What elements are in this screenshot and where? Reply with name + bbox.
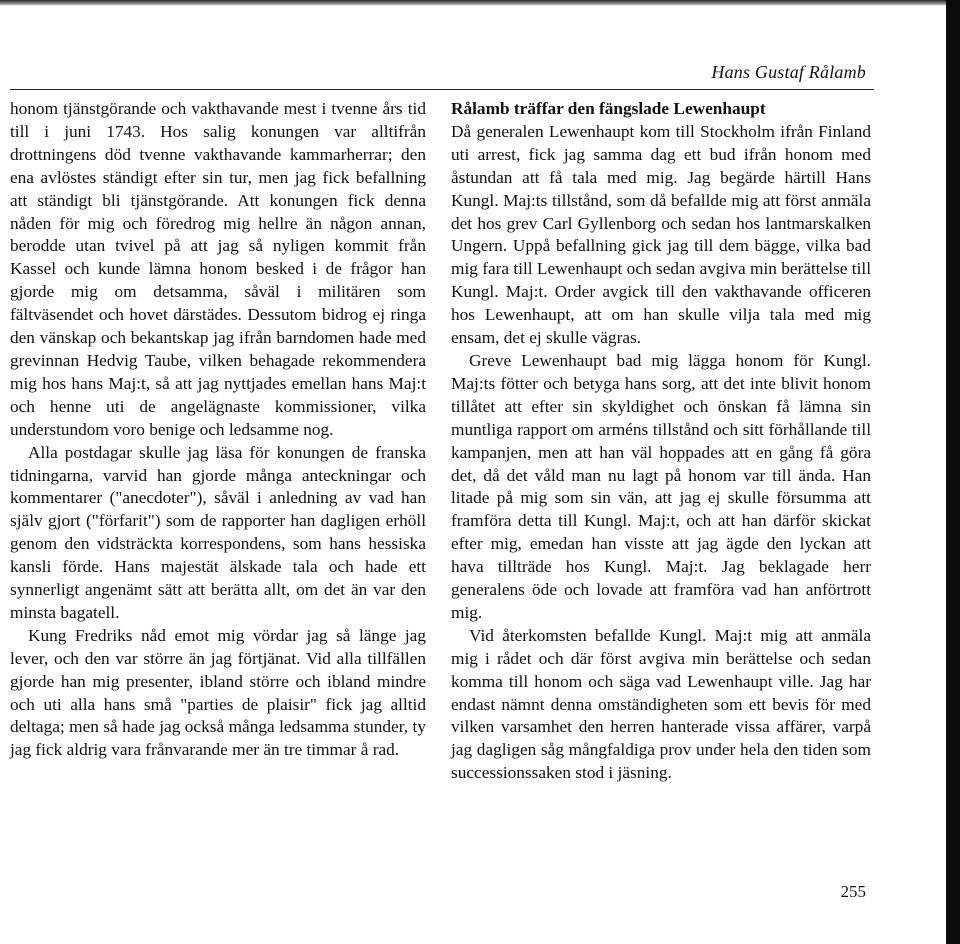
page-number: 255 [840, 882, 866, 901]
paragraph: Då generalen Lewenhaupt kom till Stockholm ifrån Finland uti arrest, fick jag samma dag ett bud ifrån honom med åstundan att få tala med mig. Jag begärde härtill Hans Kungl. Maj:ts tillstånd, som då befallde mig att först anmäla det hos grev Carl Gyllenborg och sedan hos lantmarskalken Ungern. Uppå befallning gick jag till dem bägge, vilka bad mig fara till Lewenhaupt och sedan avgiva min berättelse till Kungl. Maj:t. Order avgick till den vakthavande officeren hos Lewenhaupt, att om han skulle vilja tala med mig ensam, det ej skulle vägras. [451, 121, 871, 348]
left-column [10, 98, 426, 762]
running-head: Hans Gustaf Rålamb [711, 62, 866, 82]
paragraph: honom tjänstgörande och vakthavande mest i tvenne års tid till i juni 1743. Hos salig konungen var alltifrån drottningens död tvenne vakthavande kammarherrar; den ena avlöstes ständigt efter sin tur, men jag fick befallning att ständigt bli tjänstgörande. Att konungen fick denna nåden för mig och föredrog mig hellre än någon annan, berodde utan tvivel på att jag så nyligen kommit från Kassel och kunde lämna honom besked i de frågor han gjorde mig om detsamma, såväl i militären som fältväsendet och hovet därstädes. Dessutom bidrog ej ringa den vänskap och bekantskap jag ifrån barndomen hade med grevinnan Hedvig Taube, vilken behagade rekommendera mig hos hans Maj:t, så att jag nyttjades emellan hans Maj:t och henne uti de angelägnaste kommissioner, vilka understundom voro benige och ledsamme nog. [10, 99, 426, 439]
scan-edge-right [946, 0, 960, 944]
paragraph: Vid återkomsten befallde Kungl. Maj:t mig att anmäla mig i rådet och där först avgiva min berättelse och sedan komma till honom och säga vad Lewenhaupt ville. Jag har endast nämnt denna omständigheten som ett bevis för med vilken varsamhet den herren hanterade vissa affärer, varpå jag dagligen såg mångfaldiga prov under hela den tiden som successionssaken stod i jäsning. [451, 625, 871, 783]
paragraph: Greve Lewenhaupt bad mig lägga honom för Kungl. Maj:ts fötter och betyga hans sorg, att det inte blivit honom tillåtet att efter sin skyldighet och önskan få lämna sin muntliga rapport om arméns tillstånd och sitt förhållande till kampanjen, men att han väl hoppades att en gång få göra det, då det våld man nu lagt på honom var till ända. Han litade på mig som sin vän, att jag ej skulle försumma att framföra detta till Kungl. Maj:t, och att han därför skickat efter mig, emedan han visste att jag ägde den lyckan att hava tillträde hos Kungl. Maj:t. Jag beklagade herr generalens öde och lovade att framföra vad han anförtrott mig. [451, 350, 871, 622]
paragraph: Kung Fredriks nåd emot mig vördar jag så länge jag lever, och den var större än jag förtjänat. Vid alla tillfällen gjorde han mig presenter, ibland större och ibland mindre och uti alla hans små "parties de plaisir" fick jag alltid deltaga; men så hade jag också många ledsamma stunder, ty jag fick aldrig vara frånvarande mer än tre timmar å rad. [10, 625, 426, 760]
right-column [451, 98, 871, 785]
scan-edge-top [0, 0, 960, 6]
section-heading: Rålamb träffar den fängslade Lewenhaupt [451, 99, 766, 118]
header-rule [10, 89, 874, 90]
paragraph: Alla postdagar skulle jag läsa för konungen de franska tidningarna, varvid han gjorde många anteckningar och kommentarer ("anecdoter"), såväl i anledning av vad han själv gjort ("förfarit") som de rapporter han dagligen erhöll genom den vidsträckta korrespondens, som hans hessiska kansli förde. Hans majestät älskade tala och hade ett synnerligt angenämt sätt att berätta allt, om det än var den minsta bagatell. [10, 442, 426, 622]
